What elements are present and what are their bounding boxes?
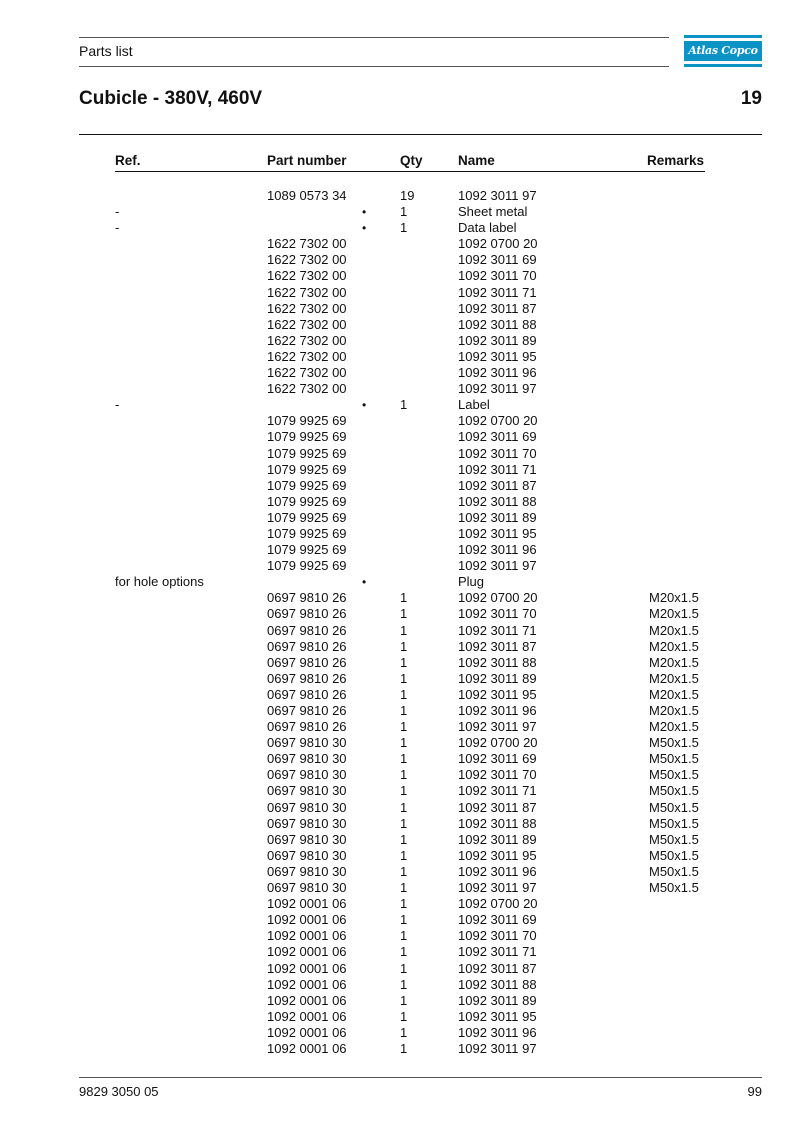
- table-row: [0, 542, 800, 558]
- part-number-cell: 0697 9810 30: [267, 815, 347, 831]
- qty-cell: 1: [400, 622, 408, 638]
- header-rule-top: [79, 37, 669, 38]
- remarks-cell: M50x1.5: [649, 880, 699, 896]
- name-cell: 1092 3011 95: [458, 348, 537, 364]
- parts-table: [0, 188, 800, 1057]
- qty-cell: 1: [400, 928, 408, 944]
- qty-cell: 1: [400, 960, 408, 976]
- name-cell: 1092 3011 71: [458, 944, 537, 960]
- name-cell: 1092 3011 95: [458, 686, 537, 702]
- name-cell: Sheet metal: [458, 204, 528, 220]
- part-number-cell: 1622 7302 00: [267, 348, 347, 364]
- section-number: 19: [740, 88, 762, 109]
- name-cell: 1092 3011 71: [458, 783, 537, 799]
- atlas-copco-logo: [684, 35, 762, 67]
- qty-cell: 1: [400, 799, 408, 815]
- part-number-cell: 0697 9810 30: [267, 863, 347, 879]
- level-bullet: •: [362, 398, 367, 413]
- table-row: [0, 252, 800, 268]
- header-underline: [115, 171, 705, 172]
- part-number-cell: 0697 9810 30: [267, 880, 347, 896]
- qty-cell: 1: [400, 767, 408, 783]
- qty-cell: 1: [400, 397, 408, 413]
- name-cell: 1092 3011 88: [458, 815, 537, 831]
- logo-bar-top: [684, 35, 762, 38]
- part-number-cell: 1092 0001 06: [267, 912, 347, 928]
- qty-cell: 1: [400, 638, 408, 654]
- name-cell: 1092 3011 97: [458, 880, 537, 896]
- table-row: [0, 429, 800, 445]
- remarks-cell: M50x1.5: [649, 847, 699, 863]
- remarks-cell: M20x1.5: [649, 590, 699, 606]
- col-header-qty: Qty: [400, 153, 423, 168]
- remarks-cell: M50x1.5: [649, 783, 699, 799]
- part-number-cell: 0697 9810 30: [267, 767, 347, 783]
- part-number-cell: 1079 9925 69: [267, 429, 347, 445]
- table-row: [0, 236, 800, 252]
- table-row: [0, 446, 800, 462]
- table-row: [0, 864, 800, 880]
- qty-cell: 1: [400, 1008, 408, 1024]
- table-row: [0, 397, 800, 413]
- name-cell: 1092 3011 87: [458, 638, 537, 654]
- table-row: [0, 671, 800, 687]
- name-cell: 1092 3011 97: [458, 558, 537, 574]
- logo-wordmark: Atlas Copco: [684, 41, 762, 61]
- table-row: [0, 349, 800, 365]
- level-bullet: •: [362, 575, 367, 590]
- part-number-cell: 1092 0001 06: [267, 1008, 347, 1024]
- name-cell: 1092 3011 87: [458, 799, 537, 815]
- table-row: [0, 655, 800, 671]
- remarks-cell: M50x1.5: [649, 863, 699, 879]
- qty-cell: 1: [400, 1024, 408, 1040]
- name-cell: 1092 3011 89: [458, 509, 537, 525]
- part-number-cell: 1622 7302 00: [267, 268, 347, 284]
- table-row: [0, 317, 800, 333]
- table-row: [0, 220, 800, 236]
- part-number-cell: 1622 7302 00: [267, 316, 347, 332]
- title-rule: [79, 134, 762, 135]
- part-number-cell: 0697 9810 26: [267, 638, 347, 654]
- table-row: [0, 188, 800, 204]
- part-number-cell: 0697 9810 26: [267, 703, 347, 718]
- part-number-cell: 1622 7302 00: [267, 284, 347, 300]
- name-cell: 1092 3011 88: [458, 316, 537, 332]
- qty-cell: 1: [400, 1040, 408, 1056]
- name-cell: 1092 3011 97: [458, 719, 537, 735]
- qty-cell: 1: [400, 670, 408, 686]
- table-row: [0, 365, 800, 381]
- qty-cell: 1: [400, 863, 408, 879]
- part-number-cell: 1622 7302 00: [267, 236, 347, 252]
- part-number-cell: 1092 0001 06: [267, 976, 347, 992]
- document-number: 9829 3050 05: [79, 1084, 159, 1099]
- header-rule-bottom: [79, 66, 669, 67]
- table-row: [0, 606, 800, 622]
- qty-cell: 1: [400, 686, 408, 702]
- qty-cell: 1: [400, 751, 408, 767]
- footer-rule: [79, 1077, 762, 1078]
- name-cell: 1092 3011 96: [458, 365, 537, 381]
- part-number-cell: 0697 9810 30: [267, 831, 347, 847]
- ref-cell: for hole options: [115, 574, 204, 590]
- part-number-cell: 1092 0001 06: [267, 896, 347, 912]
- table-row: [0, 751, 800, 767]
- remarks-cell: M20x1.5: [649, 622, 699, 638]
- part-number-cell: 1079 9925 69: [267, 509, 347, 525]
- name-cell: 1092 3011 95: [458, 847, 537, 863]
- table-row: [0, 800, 800, 816]
- name-cell: 1092 3011 88: [458, 493, 537, 509]
- name-cell: 1092 0700 20: [458, 896, 538, 912]
- page-title: Cubicle - 380V, 460V: [79, 88, 263, 109]
- part-number-cell: 1092 0001 06: [267, 928, 347, 944]
- name-cell: 1092 3011 95: [458, 1008, 537, 1024]
- part-number-cell: 1092 0001 06: [267, 1024, 347, 1040]
- qty-cell: 1: [400, 912, 408, 928]
- page-number: 99: [747, 1084, 762, 1099]
- part-number-cell: 1079 9925 69: [267, 525, 347, 541]
- table-row: [0, 977, 800, 993]
- name-cell: Plug: [458, 574, 485, 590]
- part-number-cell: 1622 7302 00: [267, 365, 347, 381]
- part-number-cell: 0697 9810 30: [267, 847, 347, 863]
- qty-cell: 1: [400, 783, 408, 799]
- table-row: [0, 413, 800, 429]
- remarks-cell: M50x1.5: [649, 751, 699, 767]
- table-row: [0, 478, 800, 494]
- part-number-cell: 0697 9810 30: [267, 735, 347, 751]
- part-number-cell: 1622 7302 00: [267, 381, 347, 397]
- name-cell: 1092 3011 88: [458, 976, 537, 992]
- part-number-cell: 0697 9810 26: [267, 606, 347, 622]
- name-cell: 1092 3011 97: [458, 381, 537, 397]
- name-cell: 1092 0700 20: [458, 590, 538, 606]
- name-cell: 1092 3011 70: [458, 268, 537, 284]
- name-cell: Label: [458, 397, 490, 413]
- table-row: [0, 687, 800, 703]
- qty-cell: 1: [400, 735, 408, 751]
- part-number-cell: 1079 9925 69: [267, 477, 347, 493]
- name-cell: 1092 3011 96: [458, 1024, 537, 1040]
- table-row: [0, 719, 800, 735]
- table-row: [0, 1025, 800, 1041]
- logo-bar-bottom: [684, 64, 762, 67]
- table-row: [0, 333, 800, 349]
- part-number-cell: 1089 0573 34: [267, 188, 347, 203]
- part-number-cell: 1079 9925 69: [267, 558, 347, 574]
- qty-cell: 1: [400, 654, 408, 670]
- part-number-cell: 0697 9810 26: [267, 719, 347, 735]
- part-number-cell: 0697 9810 26: [267, 686, 347, 702]
- name-cell: 1092 3011 69: [458, 252, 537, 268]
- table-row: [0, 574, 800, 590]
- part-number-cell: 1079 9925 69: [267, 461, 347, 477]
- table-row: [0, 880, 800, 896]
- part-number-cell: 1079 9925 69: [267, 445, 347, 461]
- qty-cell: 1: [400, 847, 408, 863]
- name-cell: 1092 3011 70: [458, 928, 537, 944]
- qty-cell: 1: [400, 880, 408, 896]
- name-cell: 1092 3011 97: [458, 188, 537, 203]
- qty-cell: 1: [400, 976, 408, 992]
- remarks-cell: M20x1.5: [649, 606, 699, 622]
- ref-cell: -: [115, 397, 120, 413]
- name-cell: 1092 3011 95: [458, 525, 537, 541]
- name-cell: 1092 3011 71: [458, 284, 537, 300]
- table-row: [0, 285, 800, 301]
- table-row: [0, 623, 800, 639]
- part-number-cell: 1092 0001 06: [267, 944, 347, 960]
- table-row: [0, 783, 800, 799]
- table-row: [0, 848, 800, 864]
- name-cell: 1092 3011 97: [458, 1040, 537, 1056]
- remarks-cell: M50x1.5: [649, 735, 699, 751]
- table-row: [0, 928, 800, 944]
- name-cell: 1092 0700 20: [458, 413, 538, 429]
- col-header-ref: Ref.: [115, 153, 141, 168]
- table-row: [0, 462, 800, 478]
- name-cell: 1092 3011 89: [458, 831, 537, 847]
- qty-cell: 19: [400, 188, 415, 203]
- name-cell: 1092 0700 20: [458, 236, 538, 252]
- table-row: [0, 912, 800, 928]
- part-number-cell: 0697 9810 30: [267, 751, 347, 767]
- name-cell: 1092 3011 69: [458, 912, 537, 928]
- name-cell: 1092 3011 87: [458, 960, 537, 976]
- name-cell: 1092 3011 96: [458, 542, 537, 558]
- col-header-part-number: Part number: [267, 153, 347, 168]
- remarks-cell: M50x1.5: [649, 831, 699, 847]
- qty-cell: 1: [400, 590, 408, 606]
- remarks-cell: M20x1.5: [649, 638, 699, 654]
- part-number-cell: 1622 7302 00: [267, 300, 347, 316]
- qty-cell: 1: [400, 831, 408, 847]
- table-row: [0, 1041, 800, 1057]
- qty-cell: 1: [400, 719, 408, 735]
- table-row: [0, 961, 800, 977]
- name-cell: 1092 3011 71: [458, 622, 537, 638]
- level-bullet: •: [362, 205, 367, 220]
- part-number-cell: 1079 9925 69: [267, 542, 347, 558]
- table-row: [0, 494, 800, 510]
- remarks-cell: M20x1.5: [649, 670, 699, 686]
- remarks-cell: M20x1.5: [649, 719, 699, 735]
- col-header-name: Name: [458, 153, 495, 168]
- table-row: [0, 301, 800, 317]
- name-cell: 1092 3011 70: [458, 767, 537, 783]
- name-cell: 1092 3011 96: [458, 703, 537, 718]
- table-row: [0, 832, 800, 848]
- table-row: [0, 526, 800, 542]
- col-header-remarks: Remarks: [646, 153, 704, 168]
- qty-cell: 1: [400, 220, 408, 236]
- part-number-cell: 1079 9925 69: [267, 413, 347, 429]
- level-bullet: •: [362, 221, 367, 236]
- table-row: [0, 639, 800, 655]
- table-row: [0, 993, 800, 1009]
- remarks-cell: M20x1.5: [649, 654, 699, 670]
- part-number-cell: 1092 0001 06: [267, 1040, 347, 1056]
- table-row: [0, 944, 800, 960]
- ref-cell: -: [115, 204, 120, 220]
- name-cell: 1092 3011 88: [458, 654, 537, 670]
- table-row: [0, 1009, 800, 1025]
- ref-cell: -: [115, 220, 120, 236]
- name-cell: 1092 3011 87: [458, 300, 537, 316]
- table-row: [0, 816, 800, 832]
- table-row: [0, 703, 800, 719]
- part-number-cell: 1079 9925 69: [267, 493, 347, 509]
- name-cell: 1092 3011 89: [458, 670, 537, 686]
- table-row: [0, 767, 800, 783]
- qty-cell: 1: [400, 204, 408, 220]
- section-label: Parts list: [79, 43, 133, 59]
- table-row: [0, 204, 800, 220]
- qty-cell: 1: [400, 944, 408, 960]
- name-cell: 1092 3011 70: [458, 445, 537, 461]
- table-row: [0, 735, 800, 751]
- part-number-cell: 0697 9810 26: [267, 670, 347, 686]
- name-cell: 1092 3011 70: [458, 606, 537, 622]
- name-cell: 1092 3011 71: [458, 461, 537, 477]
- qty-cell: 1: [400, 815, 408, 831]
- name-cell: 1092 3011 69: [458, 429, 537, 445]
- remarks-cell: M50x1.5: [649, 799, 699, 815]
- table-row: [0, 510, 800, 526]
- name-cell: 1092 3011 89: [458, 332, 537, 348]
- qty-cell: 1: [400, 896, 408, 912]
- name-cell: 1092 3011 69: [458, 751, 537, 767]
- part-number-cell: 0697 9810 26: [267, 590, 347, 606]
- remarks-cell: M50x1.5: [649, 815, 699, 831]
- remarks-cell: M50x1.5: [649, 767, 699, 783]
- qty-cell: 1: [400, 703, 408, 718]
- table-row: [0, 558, 800, 574]
- part-number-cell: 0697 9810 30: [267, 799, 347, 815]
- table-row: [0, 896, 800, 912]
- part-number-cell: 0697 9810 26: [267, 622, 347, 638]
- part-number-cell: 1092 0001 06: [267, 960, 347, 976]
- name-cell: 1092 0700 20: [458, 735, 538, 751]
- remarks-cell: M20x1.5: [649, 703, 699, 718]
- part-number-cell: 0697 9810 30: [267, 783, 347, 799]
- part-number-cell: 1622 7302 00: [267, 252, 347, 268]
- name-cell: 1092 3011 87: [458, 477, 537, 493]
- table-row: [0, 268, 800, 284]
- part-number-cell: 1622 7302 00: [267, 332, 347, 348]
- name-cell: Data label: [458, 220, 517, 236]
- qty-cell: 1: [400, 606, 408, 622]
- remarks-cell: M20x1.5: [649, 686, 699, 702]
- name-cell: 1092 3011 96: [458, 863, 537, 879]
- part-number-cell: 0697 9810 26: [267, 654, 347, 670]
- part-number-cell: 1092 0001 06: [267, 992, 347, 1008]
- name-cell: 1092 3011 89: [458, 992, 537, 1008]
- table-row: [0, 590, 800, 606]
- qty-cell: 1: [400, 992, 408, 1008]
- table-row: [0, 381, 800, 397]
